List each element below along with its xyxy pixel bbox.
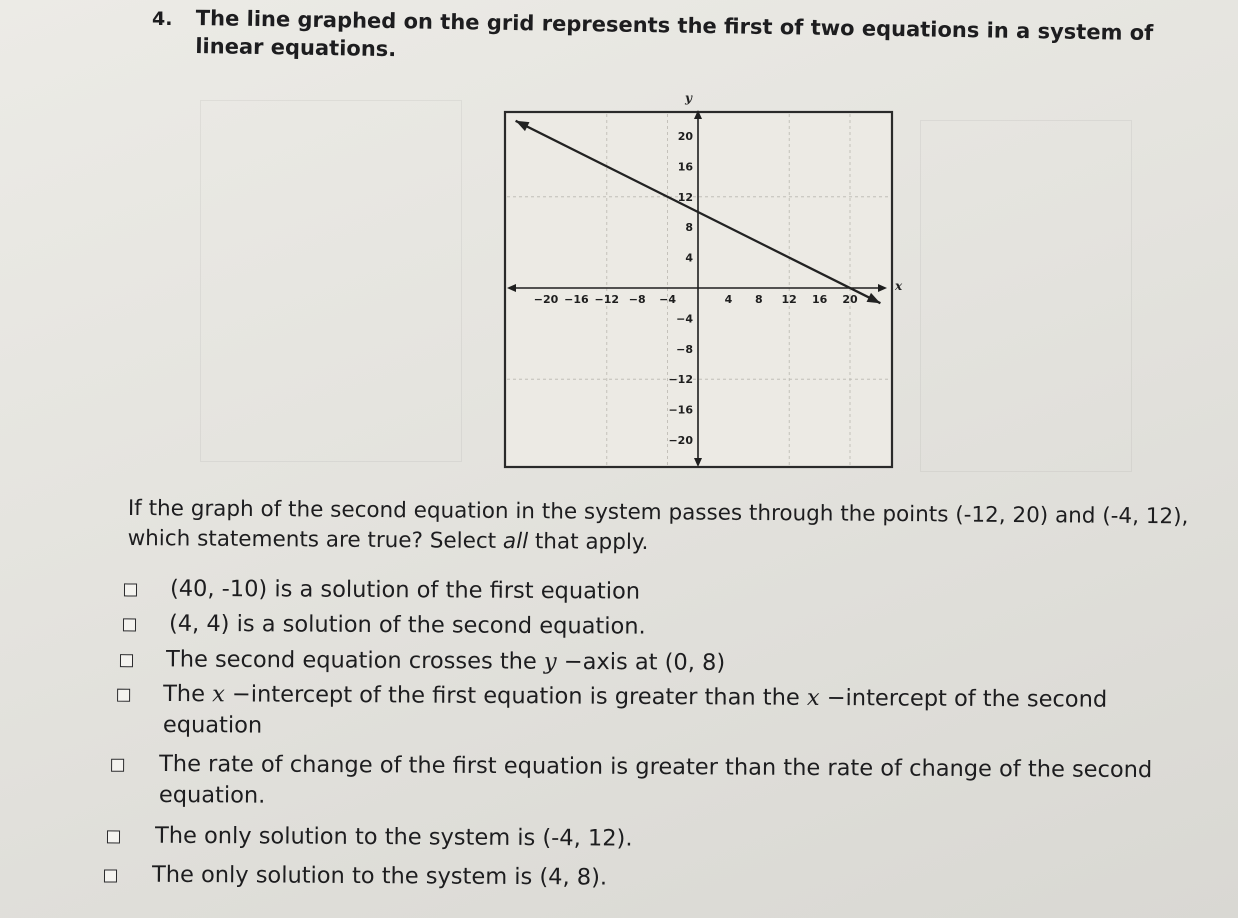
y-tick-label: −20 bbox=[668, 434, 693, 447]
option-label: (4, 4) is a solution of the second equation. bbox=[168, 610, 646, 640]
option-checkbox[interactable] bbox=[107, 830, 120, 843]
answer-option-2[interactable] bbox=[123, 608, 646, 642]
x-tick-label: −8 bbox=[628, 293, 646, 306]
option-label: The rate of change of the first equation is greater than the rate of change of the second equation. bbox=[158, 750, 1153, 809]
option-checkbox[interactable] bbox=[117, 689, 130, 702]
answer-option-1[interactable] bbox=[124, 573, 640, 607]
option-label: The only solution to the system is (4, 8). bbox=[151, 861, 608, 891]
x-tick-label: −16 bbox=[564, 293, 589, 306]
coordinate-grid-graph bbox=[503, 88, 903, 473]
y-tick-label: 16 bbox=[677, 160, 693, 174]
x-tick-label: −12 bbox=[594, 293, 620, 306]
y-axis-label: y bbox=[685, 91, 692, 105]
x-tick-label: −4 bbox=[659, 293, 677, 306]
y-tick-label: 20 bbox=[677, 130, 693, 143]
prompt-text-end: that apply. bbox=[527, 529, 649, 556]
option-checkbox[interactable] bbox=[120, 654, 133, 667]
answer-option-6[interactable] bbox=[107, 820, 633, 854]
y-tick-label: −12 bbox=[668, 373, 693, 387]
option-checkbox[interactable] bbox=[104, 869, 117, 882]
option-label: The x −intercept of the first equation is greater than the x −intercept of the second equation bbox=[162, 680, 1108, 739]
question-text: The line graphed on the grid represents the first of two equations in a system of linear equations. bbox=[195, 5, 1154, 62]
option-label: (40, -10) is a solution of the first equation bbox=[169, 575, 641, 605]
question-number: 4. bbox=[152, 8, 173, 30]
y-tick-label: −16 bbox=[668, 403, 693, 417]
option-label: The only solution to the system is (-4, 12). bbox=[154, 822, 633, 852]
y-tick-label: −8 bbox=[676, 342, 693, 356]
x-tick-label: 12 bbox=[781, 293, 797, 306]
x-axis-label: x bbox=[895, 279, 903, 293]
option-checkbox[interactable] bbox=[124, 583, 137, 596]
y-tick-label: 8 bbox=[685, 221, 693, 235]
y-tick-label: 4 bbox=[685, 251, 693, 265]
answer-option-3[interactable] bbox=[120, 644, 725, 679]
faint-background-box bbox=[200, 100, 462, 462]
y-tick-label: 12 bbox=[677, 190, 693, 204]
option-checkbox[interactable] bbox=[123, 618, 136, 631]
answer-option-5[interactable] bbox=[111, 749, 1191, 818]
answer-option-4[interactable] bbox=[117, 679, 1202, 748]
question-prompt bbox=[128, 494, 1198, 562]
prompt-emphasis: all bbox=[502, 528, 529, 555]
x-tick-label: −20 bbox=[533, 293, 559, 306]
option-checkbox[interactable] bbox=[111, 759, 124, 772]
answer-option-7[interactable] bbox=[104, 859, 607, 893]
x-tick-label: 16 bbox=[811, 293, 828, 306]
option-label: The second equation crosses the y −axis at (0, 8) bbox=[165, 646, 726, 676]
faint-background-box bbox=[920, 120, 1132, 472]
prompt-text: If the graph of the second equation in the system passes through the points (-12, 20) and (-4, 12), which statements are true? Select bbox=[127, 495, 1189, 554]
y-tick-label: −4 bbox=[676, 312, 693, 326]
x-tick-label: 4 bbox=[724, 293, 733, 306]
x-tick-label: 8 bbox=[754, 293, 763, 306]
x-tick-label: 20 bbox=[842, 293, 858, 306]
